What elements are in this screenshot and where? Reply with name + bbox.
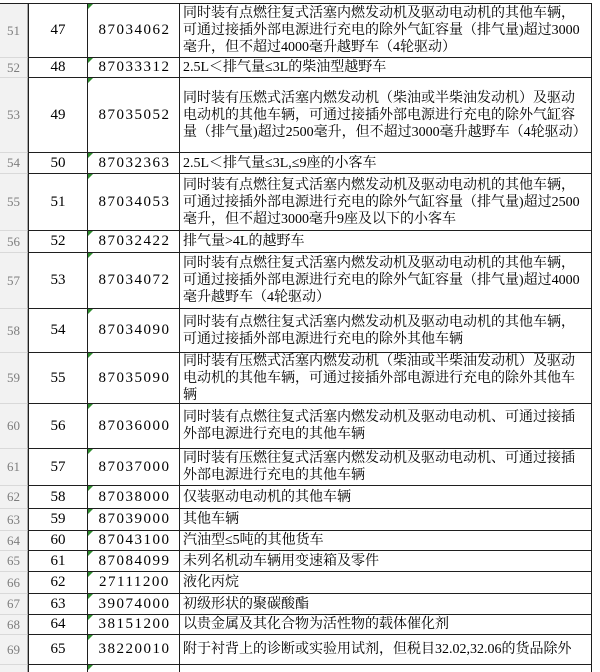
cell-code[interactable]: [88, 78, 180, 153]
table-row: [0, 231, 592, 253]
row-header[interactable]: 58: [0, 309, 28, 353]
cell-code[interactable]: [88, 58, 180, 78]
cell-desc[interactable]: 其他车辆: [180, 509, 592, 531]
code-value: 87032363: [98, 154, 171, 171]
cell-code[interactable]: [88, 4, 180, 58]
code-value: 87035090: [98, 369, 171, 386]
error-triangle-icon: [88, 572, 93, 577]
row-header[interactable]: 53: [0, 78, 28, 153]
cell-desc[interactable]: [180, 665, 592, 672]
code-value: 87038000: [98, 488, 171, 505]
row-header[interactable]: 56: [0, 231, 28, 253]
cell-code[interactable]: [88, 594, 180, 615]
table-row: [0, 58, 592, 78]
table-row: [0, 353, 592, 404]
cell-code[interactable]: [88, 253, 180, 309]
table-row: [0, 4, 592, 58]
cell-seq[interactable]: 65: [28, 635, 88, 665]
cell-desc[interactable]: 未列名机动车辆用变速箱及零件: [180, 551, 592, 572]
cell-code[interactable]: [88, 174, 180, 231]
row-header[interactable]: 62: [0, 486, 28, 509]
cell-desc[interactable]: 同时装有点燃往复式活塞内燃发动机及驱动电动机的其他车辆，可通过接插外部电源进行充电的除外气缸容量（排气量)超过2500毫升，但不超过3000毫升9座及以下的小客车: [180, 174, 592, 231]
table-row: [0, 449, 592, 486]
cell-seq[interactable]: 47: [28, 4, 88, 58]
code-value: 87034090: [98, 322, 171, 338]
cell-seq[interactable]: 50: [28, 153, 88, 174]
table-row: [0, 594, 592, 615]
cell-seq[interactable]: 56: [28, 404, 88, 449]
row-header[interactable]: 55: [0, 174, 28, 231]
row-header[interactable]: 67: [0, 594, 28, 615]
cell-desc[interactable]: 以贵金属及其化合物为活性物的载体催化剂: [180, 615, 592, 635]
table-row: [0, 531, 592, 551]
cell-desc[interactable]: 同时装有压燃式活塞内燃发动机（柴油或半柴油发动机）及驱动电动机的其他车辆，可通过接插外部电源进行充电的除外其他车辆: [180, 353, 592, 404]
table-row: [0, 615, 592, 635]
code-value: 87032422: [98, 233, 171, 249]
error-triangle-icon: [88, 449, 93, 454]
error-triangle-icon: [88, 531, 93, 536]
cell-code[interactable]: [88, 572, 180, 594]
code-value: 27111200: [99, 574, 170, 590]
cell-seq[interactable]: 55: [28, 353, 88, 404]
table-row: [0, 486, 592, 509]
cell-desc[interactable]: 汽油型≤5吨的其他货车: [180, 531, 592, 551]
error-triangle-icon: [88, 594, 93, 599]
cell-seq[interactable]: 59: [28, 509, 88, 531]
cell-code[interactable]: [88, 615, 180, 635]
cell-seq[interactable]: 61: [28, 551, 88, 572]
error-triangle-icon: [88, 78, 93, 83]
error-triangle-icon: [88, 58, 93, 63]
row-header[interactable]: 54: [0, 153, 28, 174]
error-triangle-icon: [88, 353, 93, 358]
cell-code[interactable]: [88, 551, 180, 572]
code-value: 87033312: [98, 59, 171, 75]
error-triangle-icon: [88, 174, 93, 179]
cell-seq[interactable]: 58: [28, 486, 88, 509]
error-triangle-icon: [88, 4, 93, 9]
cell-desc[interactable]: 同时装有压燃往复式活塞内燃发动机及驱动电动机、可通过接插外部电源进行充电的其他车辆: [180, 449, 592, 486]
cell-code[interactable]: [88, 635, 180, 665]
table-row: [0, 572, 592, 594]
code-value: 87043100: [98, 532, 171, 548]
cell-seq[interactable]: 64: [28, 615, 88, 635]
code-value: 87084099: [98, 552, 171, 569]
error-triangle-icon: [88, 635, 93, 640]
cell-seq[interactable]: 48: [28, 58, 88, 78]
row-header[interactable]: 66: [0, 572, 28, 594]
row-header[interactable]: 63: [0, 509, 28, 531]
cell-seq[interactable]: 49: [28, 78, 88, 153]
cell-seq[interactable]: 51: [28, 174, 88, 231]
table-row: [0, 78, 592, 153]
table-row: [0, 309, 592, 353]
cell-seq[interactable]: 62: [28, 572, 88, 594]
error-triangle-icon: [88, 309, 93, 314]
code-value: 87036000: [98, 417, 171, 434]
cell-desc[interactable]: 液化丙烷: [180, 572, 592, 594]
row-header[interactable]: 59: [0, 353, 28, 404]
code-value: 87037000: [98, 458, 171, 475]
cell-desc[interactable]: 同时装有点燃往复式活塞内燃发动机及驱动电动机的其他车辆，可通过接插外部电源进行充电的除外气缸容量（排气量)超过4000毫升越野车（4轮驱动）: [180, 253, 592, 309]
cell-seq[interactable]: 54: [28, 309, 88, 353]
cell-seq[interactable]: 57: [28, 449, 88, 486]
table-row: [0, 551, 592, 572]
error-triangle-icon: [88, 551, 93, 556]
error-triangle-icon: [88, 231, 93, 236]
cell-desc[interactable]: 排气量>4L的越野车: [180, 231, 592, 253]
cell-desc[interactable]: 初级形状的聚碳酸酯: [180, 594, 592, 615]
cell-seq[interactable]: 53: [28, 253, 88, 309]
error-triangle-icon: [88, 615, 93, 620]
cell-code[interactable]: [88, 231, 180, 253]
cell-desc[interactable]: 仅装驱动电动机的其他车辆: [180, 486, 592, 509]
cell-code[interactable]: [88, 449, 180, 486]
table-row: [0, 253, 592, 309]
row-header[interactable]: 61: [0, 449, 28, 486]
cell-code[interactable]: [88, 665, 180, 672]
cell-desc[interactable]: 同时装有点燃往复式活塞内燃发动机及驱动电动机的其他车辆，可通过接插外部电源进行充电的除外气缸容量（排气量)超过3000毫升，但不超过4000毫升越野车（4轮驱动）: [180, 4, 592, 58]
code-value: 87034072: [98, 272, 171, 288]
row-header[interactable]: 68: [0, 615, 28, 635]
row-header[interactable]: 51: [0, 4, 28, 58]
cell-seq[interactable]: [28, 665, 88, 672]
error-triangle-icon: [88, 253, 93, 258]
row-header[interactable]: 52: [0, 58, 28, 78]
row-header[interactable]: [0, 665, 28, 672]
cell-seq[interactable]: 52: [28, 231, 88, 253]
error-triangle-icon: [88, 665, 93, 670]
error-triangle-icon: [88, 509, 93, 514]
table-row: [0, 635, 592, 665]
table-row: [0, 174, 592, 231]
cell-code[interactable]: [88, 309, 180, 353]
cell-desc[interactable]: 同时装有点燃往复式活塞内燃发动机及驱动电动机、可通过接插外部电源进行充电的其他车辆: [180, 404, 592, 449]
cell-code[interactable]: [88, 486, 180, 509]
cell-code[interactable]: [88, 531, 180, 551]
code-value: 39074000: [98, 595, 171, 612]
table-row: [0, 153, 592, 174]
cell-desc[interactable]: 2.5L＜排气量≤3L的柴油型越野车: [180, 58, 592, 78]
code-value: 38151200: [98, 616, 171, 632]
cell-seq[interactable]: 63: [28, 594, 88, 615]
row-header[interactable]: 69: [0, 635, 28, 665]
row-header[interactable]: 65: [0, 551, 28, 572]
cell-code[interactable]: [88, 353, 180, 404]
code-value: 87034053: [98, 193, 171, 210]
cell-desc[interactable]: 附于衬背上的诊断或实验用试剂，但税目32.02,32.06的货品除外: [180, 635, 592, 665]
sheet-rows: [0, 3, 592, 672]
cell-code[interactable]: [88, 509, 180, 531]
code-value: 87035052: [98, 106, 171, 123]
row-header[interactable]: 57: [0, 253, 28, 309]
row-header[interactable]: 60: [0, 404, 28, 449]
cell-desc[interactable]: 同时装有压燃式活塞内燃发动机（柴油或半柴油发动机）及驱动电动机的其他车辆，可通过接插外部电源进行充电的除外气缸容量（排气量)超过2500毫升，但不超过3000毫升越野车（4轮驱动）: [180, 78, 592, 153]
cell-desc[interactable]: 同时装有点燃往复式活塞内燃发动机及驱动电动机的其他车辆，可通过接插外部电源进行充电的除外其他车辆: [180, 309, 592, 353]
error-triangle-icon: [88, 153, 93, 158]
error-triangle-icon: [88, 404, 93, 409]
table-row-partial: [0, 665, 592, 672]
table-row: [0, 404, 592, 449]
cell-code[interactable]: [88, 404, 180, 449]
cell-seq[interactable]: 60: [28, 531, 88, 551]
row-header[interactable]: 64: [0, 531, 28, 551]
code-value: 87034062: [98, 22, 171, 38]
code-value: 38220010: [98, 641, 171, 657]
code-value: 87039000: [98, 511, 171, 527]
cell-code[interactable]: [88, 153, 180, 174]
error-triangle-icon: [88, 486, 93, 491]
cell-desc[interactable]: 2.5L＜排气量≤3L,≤9座的小客车: [180, 153, 592, 174]
table-row: [0, 509, 592, 531]
